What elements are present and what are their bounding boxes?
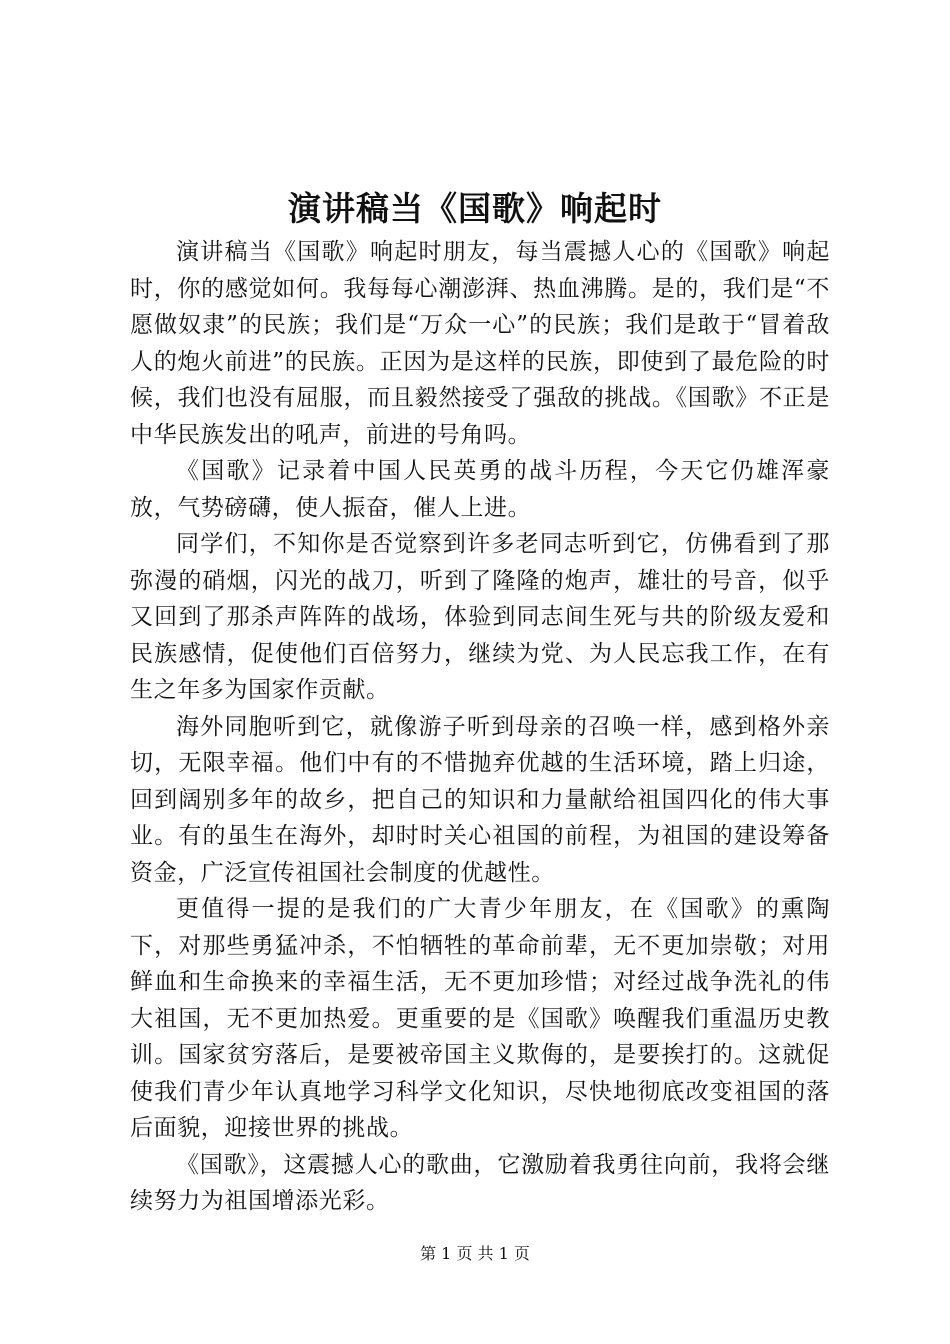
paragraph-1: 演讲稿当《国歌》响起时朋友，每当震撼人心的《国歌》响起时，你的感觉如何。我每每心潮澎湃、热血沸腾。是的，我们是“不愿做奴隶”的民族；我们是“万众一心”的民族；我们是敢于“冒着敌人的炮火前进”的民族。正因为是这样的民族，即使到了最危险的时候，我们也没有屈服，而且毅然接受了强敌的挑战。《国歌》不正是中华民族发出的吼声，前进的号角吗。 — [130, 239, 830, 448]
paragraph-5: 更值得一提的是我们的广大青少年朋友，在《国歌》的熏陶下，对那些勇猛冲杀，不怕牺牲的革命前辈，无不更加崇敬；对用鲜血和生命换来的幸福生活，无不更加珍惜；对经过战争洗礼的伟大祖国，无不更加热爱。更重要的是《国歌》唤醒我们重温历史教训。国家贫穷落后，是要被帝国主义欺侮的，是要挨打的。这就促使我们青少年认真地学习科学文化知识，尽快地彻底改变祖国的落后面貌，迎接世界的挑战。 — [130, 896, 830, 1141]
document-body — [130, 234, 830, 1220]
paragraph-4: 海外同胞听到它，就像游子听到母亲的召唤一样，感到格外亲切，无限幸福。他们中有的不惜抛弃优越的生活环境，踏上归途，回到阔别多年的故乡，把自己的知识和力量献给祖国四化的伟大事业。有的虽生在海外，却时时关心祖国的前程，为祖国的建设筹备资金，广泛宣传祖国社会制度的优越性。 — [130, 713, 830, 886]
paragraph-3: 同学们，不知你是否觉察到许多老同志听到它，仿佛看到了那弥漫的硝烟，闪光的战刀，听到了隆隆的炮声，雄壮的号音，似乎又回到了那杀声阵阵的战场，体验到同志间生死与共的阶级友爱和民族感情，促使他们百倍努力，继续为党、为人民忘我工作，在有生之年多为国家作贡献。 — [130, 531, 830, 703]
paragraph-2: 《国歌》记录着中国人民英勇的战斗历程，今天它仍雄浑豪放，气势磅礴，使人振奋，催人上进。 — [130, 458, 830, 521]
paragraph-6: 《国歌》，这震撼人心的歌曲，它激励着我勇往向前，我将会继续努力为祖国增添光彩。 — [130, 1151, 830, 1214]
document-title: 演讲稿当《国歌》响起时 — [288, 189, 662, 228]
page-footer: 第 1 页 共 1 页 — [420, 1244, 530, 1263]
